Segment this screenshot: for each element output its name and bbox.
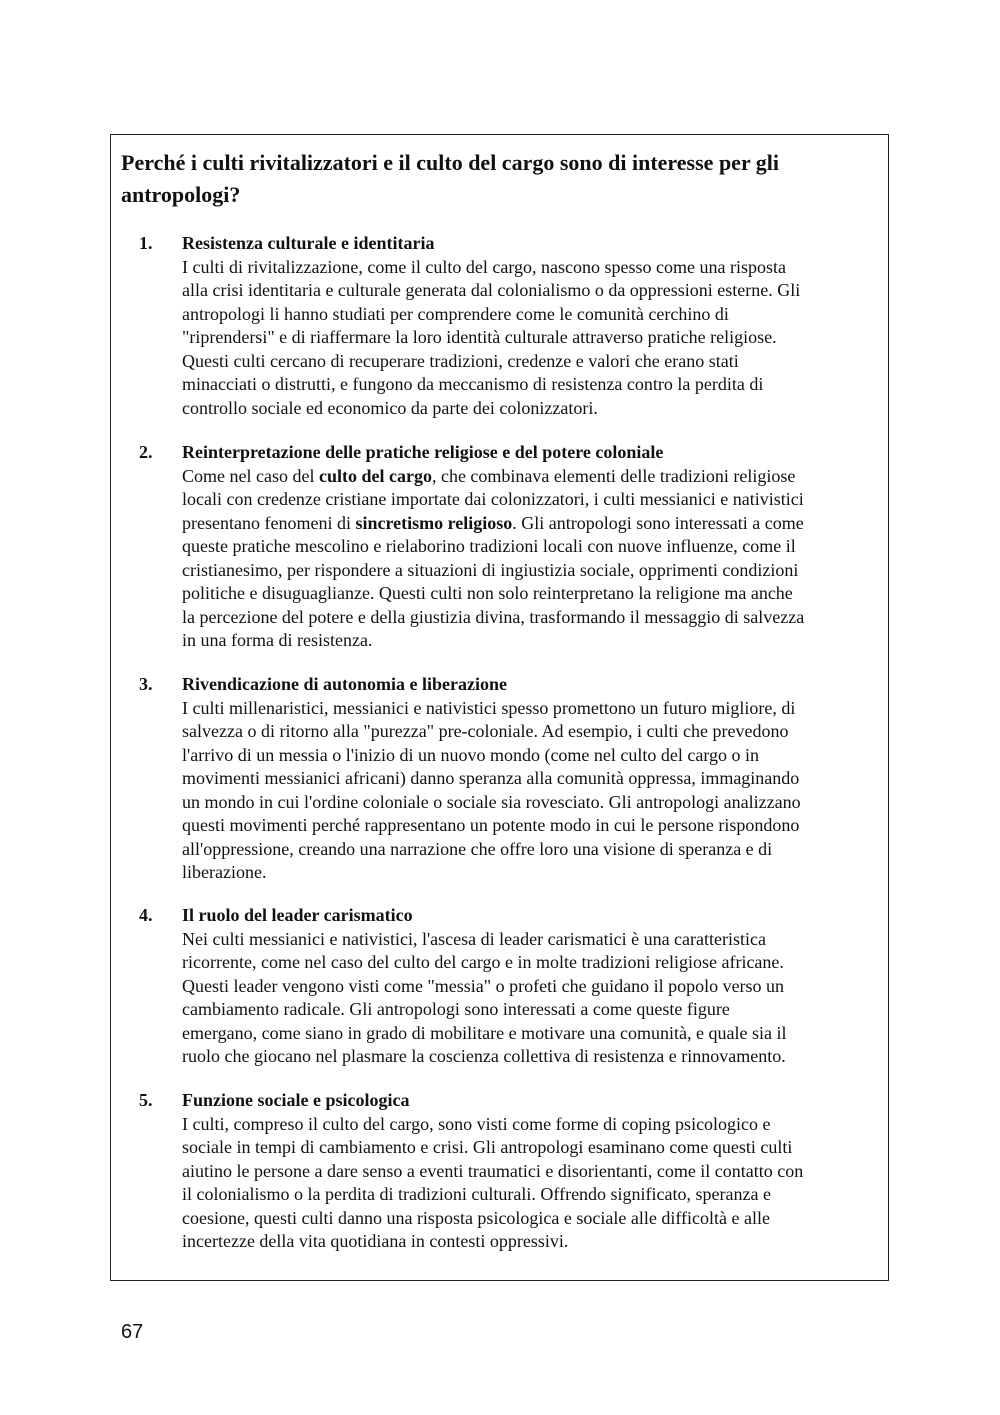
- text-line: il colonialismo o la perdita di tradizioni culturali. Offrendo significato, speranza e: [182, 1184, 771, 1204]
- item-content: [182, 441, 882, 653]
- text-line: ricorrente, come nel caso del culto del cargo e in molte tradizioni religiose africane.: [182, 952, 784, 972]
- text-span: , che combinava elementi delle tradizioni religiose: [431, 465, 796, 486]
- text-line: "riprendersi" e di riaffermare la loro identità culturale attraverso pratiche religiose.: [182, 327, 777, 347]
- text-line: la percezione del potere e della giustizia divina, trasformando il messaggio di salvezza: [182, 606, 805, 627]
- text-line: all'oppressione, creando una narrazione che offre loro una visione di speranza e di: [182, 838, 773, 859]
- text-line: salvezza o di ritorno alla "purezza" pre-coloniale. Ad esempio, i culti che prevedono: [182, 721, 789, 741]
- item-number: 3.: [139, 674, 153, 694]
- title-line: Perché i culti rivitalizzatori e il culto del cargo sono di interesse per gli: [121, 150, 780, 175]
- text-span: presentano fenomeni di: [182, 512, 356, 533]
- text-line: movimenti messianici africani) danno speranza alla comunità oppressa, immaginando: [182, 768, 800, 788]
- text-line: questi movimenti perché rappresentano un potente modo in cui le persone rispondono: [182, 815, 800, 835]
- text-line: cristianesimo, per rispondere a situazioni di ingiustizia sociale, opprimenti condizioni: [182, 559, 799, 580]
- item-heading: Funzione sociale e psicologica: [182, 1090, 410, 1110]
- text-line: queste pratiche mescolino e rielaborino tradizioni locali con nuove influenze, come il: [182, 536, 796, 556]
- item-heading: Resistenza culturale e identitaria: [182, 233, 435, 253]
- text-line: incertezze della vita quotidiana in contesti oppressivi.: [182, 1231, 569, 1251]
- text-line: Nei culti messianici e nativistici, l'ascesa di leader carismatici è una caratteristica: [182, 928, 766, 949]
- text-line: cambiamento radicale. Gli antropologi sono interessati a come queste figure: [182, 999, 730, 1019]
- text-line: I culti di rivitalizzazione, come il culto del cargo, nascono spesso come una risposta: [182, 256, 786, 277]
- text-line: locali con credenze cristiane importate dai colonizzatori, i culti messianici e nativistici: [182, 489, 804, 509]
- text-span: Come nel caso del: [182, 465, 319, 486]
- item-heading: Reinterpretazione delle pratiche religiose e del potere coloniale: [182, 442, 664, 462]
- text-line: [182, 512, 882, 536]
- text-line: Questi culti cercano di recuperare tradizioni, credenze e valori che erano stati: [182, 350, 739, 371]
- item-heading: Rivendicazione di autonomia e liberazione: [182, 674, 507, 694]
- text-span: . Gli antropologi sono interessati a come: [512, 512, 804, 533]
- text-line: sociale in tempi di cambiamento e crisi. Gli antropologi esaminano come questi culti: [182, 1137, 793, 1157]
- item-number: 2.: [139, 442, 153, 462]
- item-number: 5.: [139, 1090, 153, 1110]
- text-line: alla crisi identitaria e culturale generata dal colonialismo o da oppressioni esterne. Gli: [182, 280, 801, 300]
- item-content: [182, 1089, 882, 1254]
- text-line: antropologi li hanno studiati per comprendere come le comunità cerchino di: [182, 303, 729, 324]
- text-line: Questi leader vengono visti come "messia" o profeti che guidano il popolo verso un: [182, 975, 785, 996]
- text-line: ruolo che giocano nel plasmare la coscienza collettiva di resistenza e rinnovamento.: [182, 1046, 786, 1066]
- text-line: minacciati o distrutti, e fungono da meccanismo di resistenza contro la perdita di: [182, 374, 764, 394]
- page-title: [121, 147, 861, 211]
- title-line: antropologi?: [121, 182, 241, 207]
- text-line: aiutino le persone a dare senso a eventi traumatici e disorientanti, come il contatto con: [182, 1160, 804, 1181]
- item-content: [182, 673, 882, 885]
- text-line: coesione, questi culti danno una risposta psicologica e sociale alle difficoltà e alle: [182, 1207, 770, 1228]
- item-heading: Il ruolo del leader carismatico: [182, 905, 413, 925]
- text-line: [182, 465, 882, 489]
- item-number: 4.: [139, 905, 153, 925]
- text-line: in una forma di resistenza.: [182, 630, 373, 650]
- text-line: l'arrivo di un messia o l'inizio di un nuovo mondo (come nel culto del cargo o in: [182, 744, 760, 765]
- page-number: 67: [121, 1321, 144, 1343]
- text-line: liberazione.: [182, 862, 267, 882]
- text-line: controllo sociale ed economico da parte dei colonizzatori.: [182, 397, 598, 418]
- text-line: I culti millenaristici, messianici e nativistici spesso promettono un futuro migliore, di: [182, 697, 796, 718]
- item-number: 1.: [139, 233, 153, 253]
- text-line: emergano, come siano in grado di mobilitare e motivare una comunità, e quale sia il: [182, 1022, 787, 1043]
- item-content: [182, 232, 882, 420]
- bold-term: sincretismo religioso: [355, 512, 513, 533]
- text-line: I culti, compreso il culto del cargo, sono visti come forme di coping psicologico e: [182, 1113, 771, 1134]
- text-line: un mondo in cui l'ordine coloniale o sociale sia rovesciato. Gli antropologi analizzano: [182, 791, 801, 812]
- text-line: politiche e disuguaglianze. Questi culti non solo reinterpretano la religione ma anche: [182, 583, 793, 603]
- bold-term: culto del cargo: [318, 465, 432, 486]
- item-content: [182, 904, 882, 1069]
